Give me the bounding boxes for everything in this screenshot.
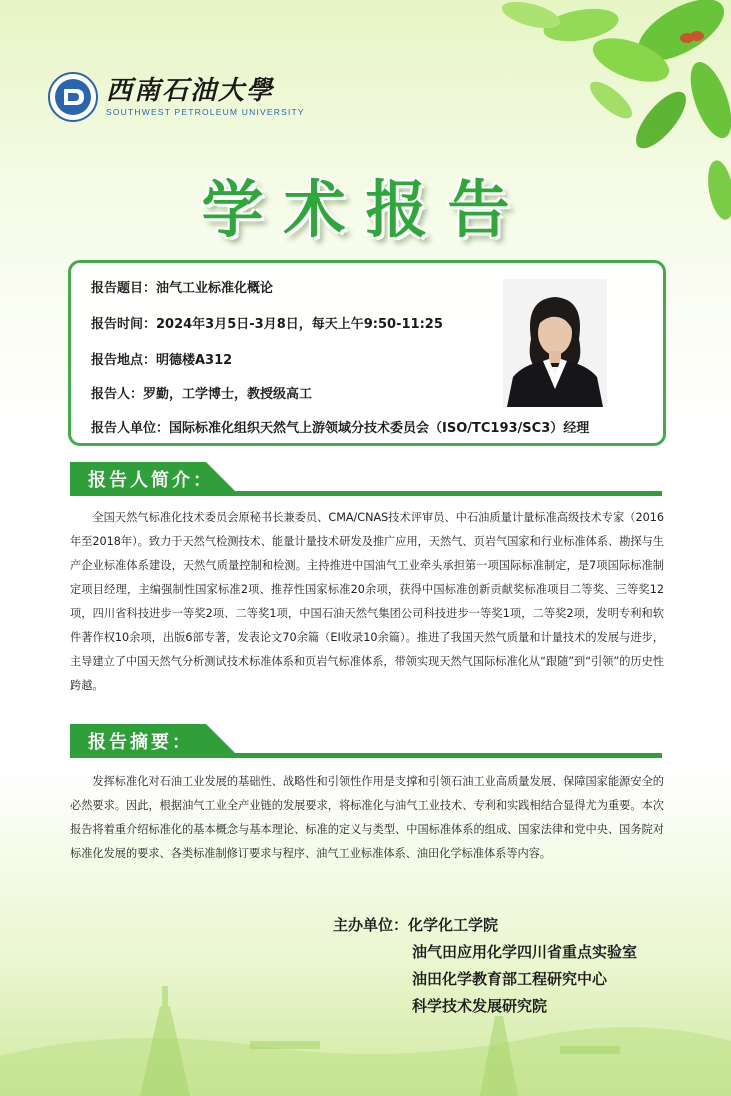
university-emblem-icon	[48, 72, 98, 122]
abstract-heading: 报告摘要：	[88, 732, 193, 753]
abstract-section-header	[70, 724, 662, 758]
bio-section-header	[70, 462, 662, 496]
organizer-item: 油气田应用化学四川省重点实验室	[412, 943, 638, 961]
organizers-block	[333, 912, 637, 1020]
report-speaker: 报告人：罗勤，工学博士，教授级高工	[91, 387, 313, 402]
university-name-en: SOUTHWEST PETROLEUM UNIVERSITY	[106, 107, 305, 117]
report-time: 报告时间：2024年3月5日-3月8日，每天上午9:50-11:25	[91, 317, 443, 332]
page-title: 学术报告	[201, 173, 530, 246]
organizer-item: 油田化学教育部工程研究中心	[412, 970, 608, 988]
speaker-photo	[503, 279, 607, 407]
organizer-item: 化学化工学院	[408, 916, 499, 934]
report-topic: 报告题目：油气工业标准化概论	[91, 281, 274, 296]
organizer-line-1	[333, 912, 637, 939]
organizer-item: 科学技术发展研究院	[412, 997, 548, 1015]
university-name-cn: 西南石油大學	[106, 76, 275, 106]
report-affiliation: 报告人单位：国际标准化组织天然气上游领域分技术委员会（ISO/TC193/SC3）经理	[91, 421, 590, 436]
bio-text: 全国天然气标准化技术委员会原秘书长兼委员、CMA/CNAS技术评审员、中石油质量计量标准高级技术专家（2016年至2018年）。致力于天然气检测技术、能量计量技术研发及推广应用，天然气、页岩气国家和行业标准体系、勘探与生产企业标准体系建设，天然气质量控制和检测。主持推进中国油气工业牵头承担第一项国际标准制定，是7项国际标准制定项目经理，主编强制性国家标准2项、推荐性国家标准20余项，获得中国标准创新贡献奖标准项目二等奖、三等奖12项，四川省科技进步一等奖2项、二等奖1项，中国石油天然气集团公司科技进步一等奖1项，二等奖2项，发明专利和软件著作权10余项，出版6部专著，发表论文70余篇（EI收录10余篇）。推进了我国天然气质量和计量技术的发展与进步，主导建立了中国天然气分析测试技术标准体系和页岩气标准体系，带领实现天然气国际标准化从“跟随”到“引领”的历史性跨越。	[70, 511, 664, 692]
bio-heading: 报告人简介：	[88, 470, 214, 491]
abstract-text: 发挥标准化对石油工业发展的基础性、战略性和引领性作用是支撑和引领石油工业高质量发展、保障国家能源安全的必然要求。因此，根据油气工业全产业链的发展要求，将标准化与油气工业技术、专利和实践相结合显得尤为重要。本次报告将着重介绍标准化的基本概念与基本理论、标准的定义与类型、中国标准体系的组成、国家法律和党中央、国务院对标准化发展的要求、各类标准制修订要求与程序、油气工业标准体系、油田化学标准体系等内容。	[70, 775, 664, 860]
abstract-section-line	[220, 753, 662, 758]
bio-section-line	[220, 491, 662, 496]
report-info-box	[68, 260, 666, 446]
report-location: 报告地点：明德楼A312	[91, 353, 233, 368]
university-logo	[48, 72, 305, 122]
organizer-label: 主办单位：	[333, 916, 409, 934]
